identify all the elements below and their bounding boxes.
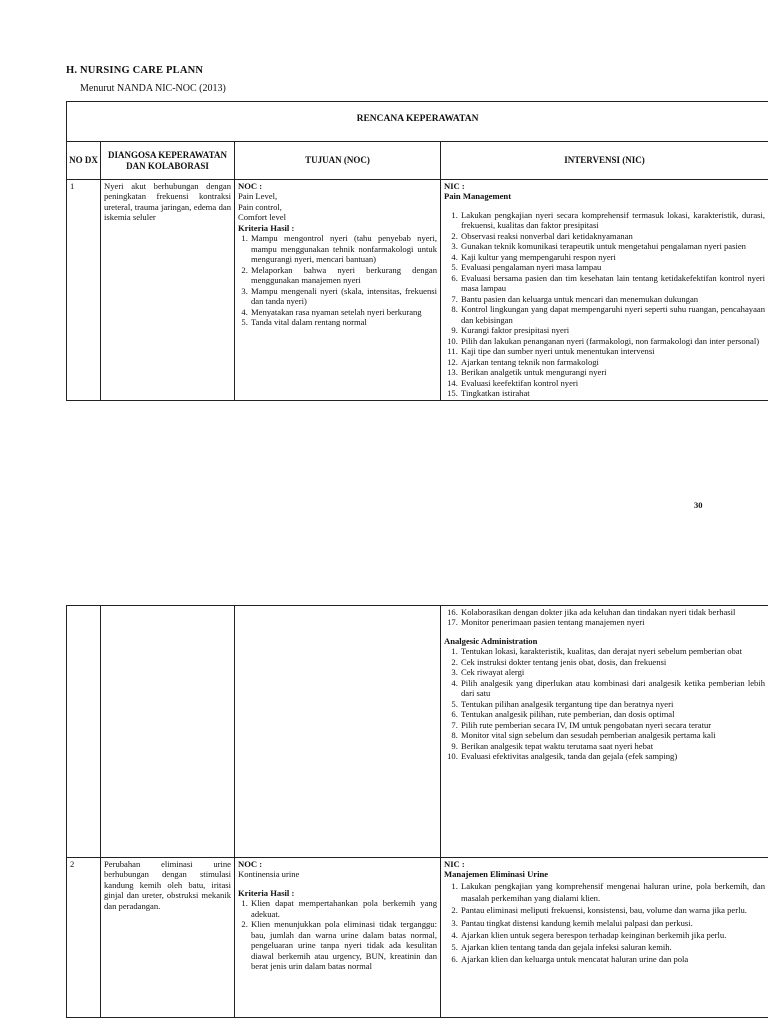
analgesic-item: 6. Tentukan analgesik pilihan, rute pemberian, dan dosis optimal — [460, 709, 765, 719]
analgesic-item: 5. Tentukan pilihan analgesik tergantung tipe dan beratnya nyeri — [460, 699, 765, 709]
noc-label: NOC : — [238, 859, 263, 869]
subheading: Menurut NANDA NIC-NOC (2013) — [80, 83, 226, 94]
analgesic-item: 8. Monitor vital sign sebelum dan sesudah pemberian analgesik pertama kali — [460, 730, 765, 740]
nic-label: NIC : — [444, 859, 465, 869]
kriteria-item: 4. Menyatakan rasa nyaman setelah nyeri berkurang — [250, 307, 437, 317]
nic-item: 5. Evaluasi pengalaman nyeri masa lampau — [460, 262, 765, 272]
noc-item: Kontinensia urine — [238, 869, 300, 880]
page-number: 30 — [694, 500, 703, 510]
nic-item: 16. Kolaborasikan dengan dokter jika ada keluhan dan tindakan nyeri tidak berhasil — [460, 607, 765, 617]
kriteria-item: 3. Mampu mengenali nyeri (skala, intensitas, frekuensi dan tanda nyeri) — [250, 286, 437, 307]
col-header-diagnosa: DIANGOSA KEPERAWATAN DAN KOLABORASI — [101, 142, 235, 180]
nic-item: 3. Pantau tingkat distensi kandung kemih melalui palpasi dan perkusi. — [460, 917, 765, 929]
analgesic-item: 2. Cek instruksi dokter tentang jenis obat, dosis, dan frekuensi — [460, 657, 765, 667]
diagnosis-text: Nyeri akut berhubungan dengan peningkatan frekuensi kontraksi ureteral, trauma jaringan, edema dan iskemia seluler — [101, 180, 235, 401]
kriteria-item: 2. Melaporkan bahwa nyeri berkurang dengan menggunakan manajemen nyeri — [250, 265, 437, 286]
nic-group-title: Pain Management — [444, 191, 512, 202]
nic-item: 1. Lakukan pengkajian nyeri secara komprehensif termasuk lokasi, karakteristik, durasi, frekuensi, kualitas dan faktor presipitasi — [460, 210, 765, 231]
nic-item: 10. Pilih dan lakukan penanganan nyeri (farmakologi, non farmakologi dan inter personal) — [460, 336, 765, 346]
noc-cell — [235, 180, 441, 401]
table-title: RENCANA KEPERAWATAN — [67, 102, 768, 142]
nic-item: 6. Evaluasi bersama pasien dan tim kesehatan lain tentang ketidakefektifan kontrol nyeri masa lampau — [460, 273, 765, 294]
nic-item: 9. Kurangi faktor presipitasi nyeri — [460, 325, 765, 335]
analgesic-item: 7. Pilih rute pemberian secara IV, IM untuk pengobatan nyeri secara teratur — [460, 720, 765, 730]
analgesic-item: 4. Pilih analgesik yang diperlukan atau kombinasi dari analgesik ketika pemberian lebih dari satu — [460, 678, 765, 699]
kriteria-item: 5. Tanda vital dalam rentang normal — [250, 317, 437, 327]
nic-item: 13. Berikan analgetik untuk mengurangi nyeri — [460, 367, 765, 377]
col-header-intervensi: INTERVENSI (NIC) — [441, 142, 768, 180]
nic-item: 6. Ajarkan klien dan keluarga untuk mencatat haluran urine dan pola — [460, 953, 765, 965]
noc-label: NOC : — [238, 181, 263, 191]
nic-item: 3. Gunakan teknik komunikasi terapeutik untuk mengetahui pengalaman nyeri pasien — [460, 241, 765, 251]
nic-item: 5. Ajarkan klien tentang tanda dan gejala infeksi saluran kemih. — [460, 941, 765, 953]
nic-item: 17. Monitor penerimaan pasien tentang manajemen nyeri — [460, 617, 765, 627]
table-row — [67, 858, 768, 1018]
row-number: 1 — [67, 180, 101, 401]
nic-cell — [441, 606, 768, 858]
nic-cell — [441, 858, 768, 1018]
nic-item: 4. Ajarkan klien untuk segera berespon terhadap keinginan berkemih jika perlu. — [460, 929, 765, 941]
analgesic-item: 3. Cek riwayat alergi — [460, 667, 765, 677]
noc-item: Comfort level — [238, 212, 286, 223]
nic-item: 12. Ajarkan tentang teknik non farmakologi — [460, 357, 765, 367]
noc-item: Pain Level, — [238, 191, 278, 202]
nic-item: 7. Bantu pasien dan keluarga untuk mencari dan menemukan dukungan — [460, 294, 765, 304]
kriteria-item: 1. Mampu mengontrol nyeri (tahu penyebab nyeri, mampu menggunakan tehnik nonfarmakologi untuk mengurangi nyeri, mencari bantuan) — [250, 233, 437, 264]
nic-item: 15. Tingkatkan istirahat — [460, 388, 765, 398]
nic-item: 8. Kontrol lingkungan yang dapat mempengaruhi nyeri seperti suhu ruangan, pencahayaan dan kebisingan — [460, 304, 765, 325]
nic-group-title: Analgesic Administration — [444, 635, 538, 646]
nic-group-title: Manajemen Eliminasi Urine — [444, 869, 549, 880]
nic-item: 2. Pantau eliminasi meliputi frekuensi, konsistensi, bau, volume dan warna jika perlu. — [460, 904, 765, 916]
diagnosis-text: Perubahan eliminasi urine berhubungan dengan stimulasi kandung kemih oleh batu, iritasi ginjal dan ureter, obstruksi mekanik dan peradangan. — [101, 858, 235, 1018]
kriteria-label: Kriteria Hasil : — [238, 887, 295, 898]
care-plan-table-page1 — [66, 101, 768, 401]
noc-item: Pain control, — [238, 201, 282, 212]
analgesic-item: 9. Berikan analgesik tepat waktu terutama saat nyeri hebat — [460, 741, 765, 751]
col-header-tujuan: TUJUAN (NOC) — [235, 142, 441, 180]
care-plan-table-page2 — [66, 605, 768, 1018]
table-row — [67, 606, 768, 858]
row-number: 2 — [67, 858, 101, 1018]
analgesic-item: 10. Evaluasi efektivitas analgesik, tanda dan gejala (efek samping) — [460, 751, 765, 761]
noc-cell — [235, 858, 441, 1018]
col-header-no: NO DX — [67, 142, 101, 180]
nic-cell — [441, 180, 768, 401]
nic-label: NIC : — [444, 181, 465, 191]
nic-item: 4. Kaji kultur yang mempengaruhi respon nyeri — [460, 252, 765, 262]
kriteria-item: 1. Klien dapat mempertahankan pola berkemih yang adekuat. — [250, 898, 437, 919]
analgesic-item: 1. Tentukan lokasi, karakteristik, kualitas, dan derajat nyeri sebelum pemberian obat — [460, 646, 765, 656]
kriteria-label: Kriteria Hasil : — [238, 222, 295, 233]
table-row — [67, 180, 768, 401]
nic-item: 1. Lakukan pengkajian yang komprehensif mengenai haluran urine, pola berkemih, dan masalah perkemihan yang dialami klien. — [460, 880, 765, 904]
nic-item: 11. Kaji tipe dan sumber nyeri untuk menentukan intervensi — [460, 346, 765, 356]
nic-item: 2. Observasi reaksi nonverbal dari ketidaknyamanan — [460, 231, 765, 241]
nic-item: 14. Evaluasi keefektifan kontrol nyeri — [460, 378, 765, 388]
section-heading: H. NURSING CARE PLANN — [66, 65, 204, 76]
kriteria-item: 2. Klien menunjukkan pola eliminasi tidak terganggu: bau, jumlah dan warna urine dalam batas normal, pengeluaran urine tanpa nyeri tidak ada kesulitan diawal berkemih atau urgency, BUN, kreatinin dan berat jenis urin dalam batas normal — [250, 919, 437, 971]
